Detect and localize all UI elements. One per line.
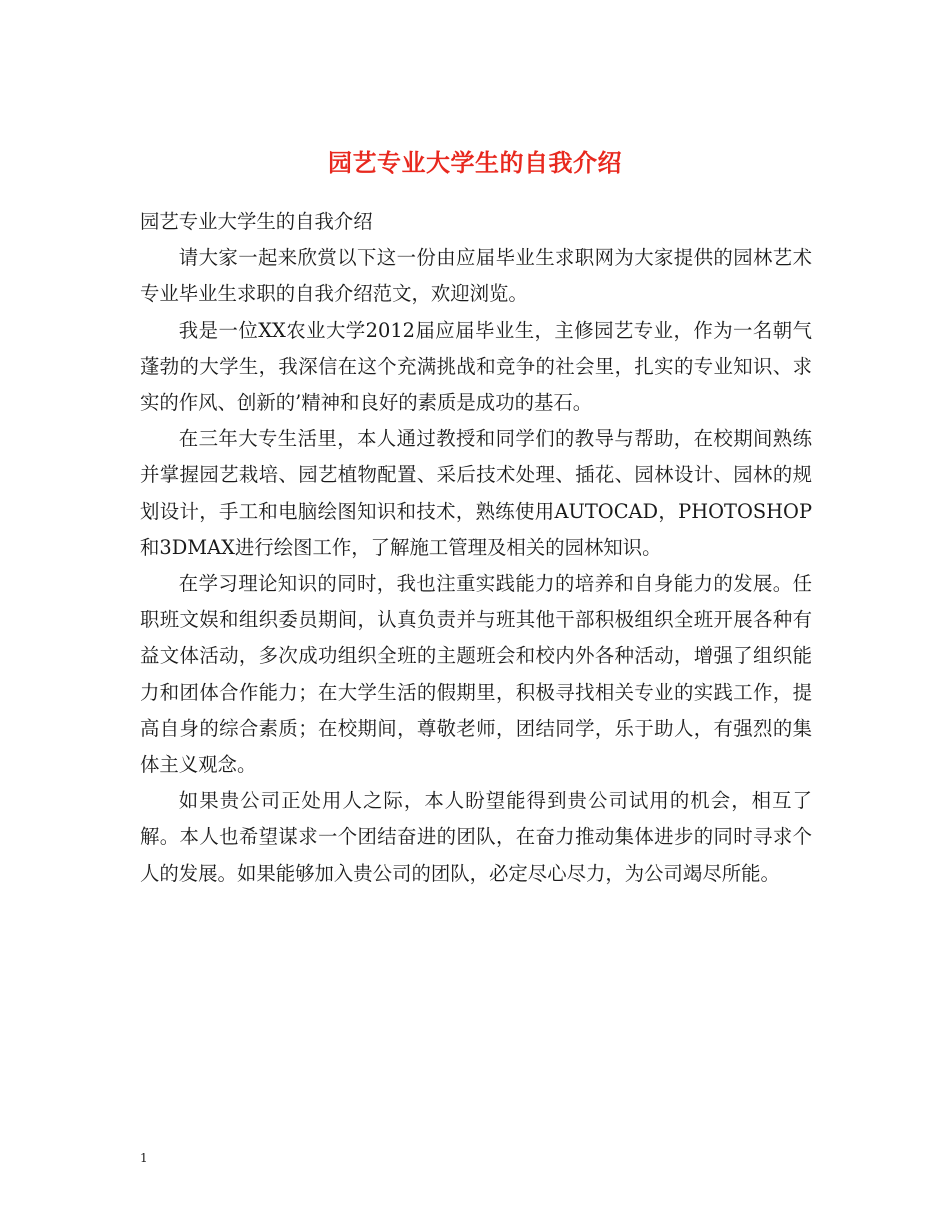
paragraph-practice: 在学习理论知识的同时，我也注重实践能力的培养和自身能力的发展。任职班文娱和组织委员期间，认真负责并与班其他干部积极组织全班开展各种有益文体活动，多次成功组织全班的主题班会和校内外各种活动，增强了组织能力和团体合作能力；在大学生活的假期里，积极寻找相关专业的实践工作，提高自身的综合素质；在校期间，尊敬老师，团结同学，乐于助人，有强烈的集体主义观念。 xyxy=(140,572,812,777)
page-number: 1 xyxy=(140,1151,148,1165)
paragraph-skills: 在三年大专生活里，本人通过教授和同学们的教导与帮助，在校期间熟练并掌握园艺栽培、园艺植物配置、采后技术处理、插花、园林设计、园林的规划设计，手工和电脑绘图知识和技术，熟练使用AUTOCAD，PHOTOSHOP和3DMAX进行绘图工作，了解施工管理及相关的园林知识。 xyxy=(140,427,812,559)
paragraph-intro: 请大家一起来欣赏以下这一份由应届毕业生求职网为大家提供的园林艺术专业毕业生求职的自我介绍范文，欢迎浏览。 xyxy=(140,246,812,306)
document-title: 园艺专业大学生的自我介绍 xyxy=(328,148,622,178)
paragraph-background: 我是一位XX农业大学2012届应届毕业生，主修园艺专业，作为一名朝气蓬勃的大学生，我深信在这个充满挑战和竞争的社会里，扎实的专业知识、求实的作风、创新的’精神和良好的素质是成功的基石。 xyxy=(140,318,812,415)
body-heading: 园艺专业大学生的自我介绍 xyxy=(140,210,373,233)
paragraph-closing: 如果贵公司正处用人之际，本人盼望能得到贵公司试用的机会，相互了解。本人也希望谋求一个团结奋进的团队，在奋力推动集体进步的同时寻求个人的发展。如果能够加入贵公司的团队，必定尽心尽力，为公司竭尽所能。 xyxy=(140,789,812,885)
document-body xyxy=(140,204,812,892)
